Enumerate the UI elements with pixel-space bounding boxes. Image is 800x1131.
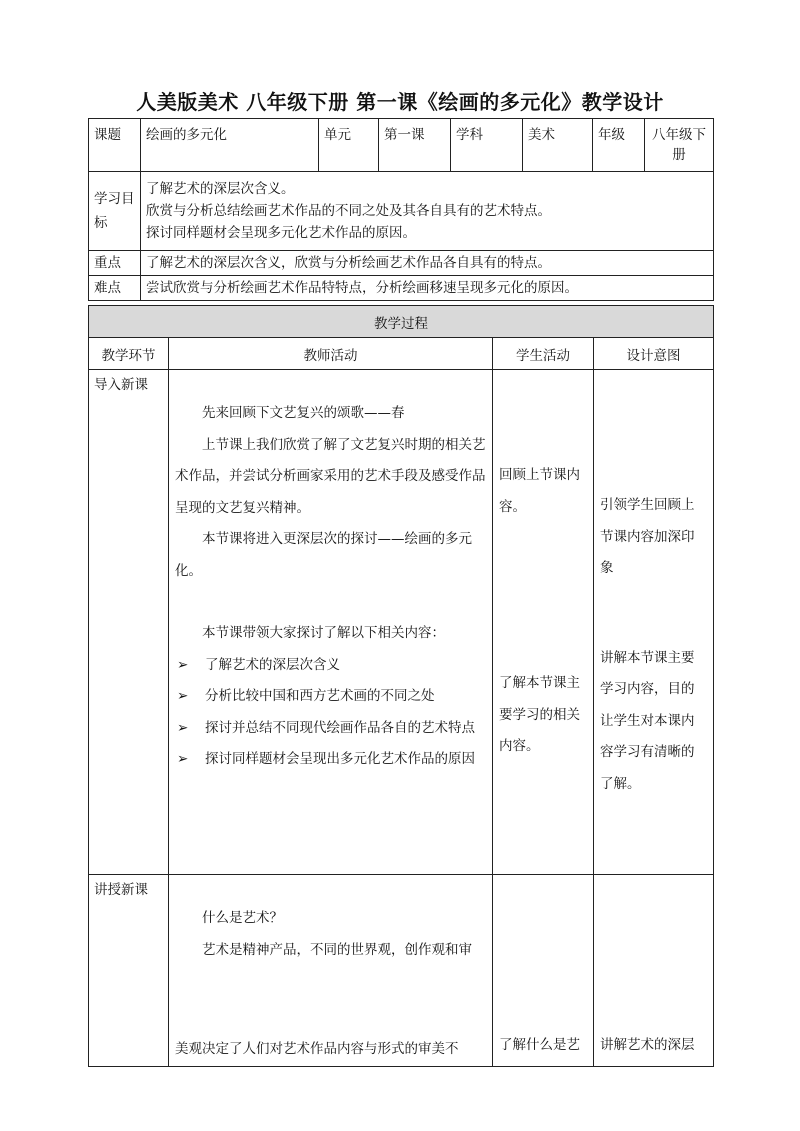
teach-paragraph: 艺术是精神产品，不同的世界观，创作观和审	[202, 941, 472, 958]
intro-intent	[594, 370, 714, 875]
goals-row	[89, 172, 714, 251]
arrow-bullet-icon: ➢	[177, 719, 189, 736]
student-activity-text: 了解本节课主要学习的相关内容。	[499, 675, 580, 754]
key-label: 重点	[89, 251, 141, 276]
teach-paragraph: 什么是艺术？	[202, 910, 283, 926]
grade-value: 八年级下册	[645, 119, 714, 172]
process-table	[88, 305, 714, 1067]
design-intent-text: 引领学生回顾上节课内容加深印象	[600, 497, 695, 576]
intro-student	[493, 370, 594, 875]
bullet-item	[175, 744, 486, 776]
header-stage: 教学环节	[89, 338, 169, 370]
bullet-item	[175, 713, 486, 745]
topic-label: 课题	[89, 119, 141, 172]
goal-item: 探讨同样题材会呈现多元化艺术作品的原因。	[146, 225, 416, 241]
teach-paragraph: 美观决定了人们对艺术作品内容与形式的审美不	[175, 1041, 459, 1057]
difficulty-text: 尝试欣赏与分析绘画艺术作品特特点，分析绘画移速呈现多元化的原因。	[141, 276, 714, 301]
lesson-info-table	[88, 118, 714, 301]
arrow-bullet-icon: ➢	[177, 688, 189, 704]
key-text: 了解艺术的深层次含义，欣赏与分析绘画艺术作品各自具有的特点。	[141, 251, 714, 276]
design-intent-text: 讲解艺术的深层	[600, 1037, 695, 1053]
topic-value: 绘画的多元化	[141, 119, 319, 172]
goal-item: 欣赏与分析总结绘画艺术作品的不同之处及其各自具有的艺术特点。	[146, 203, 551, 219]
unit-value: 第一课	[379, 119, 451, 172]
difficulty-label: 难点	[89, 276, 141, 301]
subject-value: 美术	[523, 119, 593, 172]
process-header-row	[89, 338, 714, 370]
process-band-row	[89, 306, 714, 338]
intro-paragraph: 本节课将进入更深层次的探讨——绘画的多元化。	[175, 531, 472, 579]
intro-paragraph: 本节课带领大家探讨了解以下相关内容：	[202, 625, 445, 641]
bullet-text: 探讨并总结不同现代绘画作品各自的艺术特点	[205, 719, 475, 736]
header-teacher: 教师活动	[169, 338, 493, 370]
grade-label: 年级	[593, 119, 645, 172]
design-intent-text: 讲解本节课主要学习内容，目的让学生对本课内容学习有清晰的了解。	[600, 649, 695, 792]
bullet-text: 探讨同样题材会呈现出多元化艺术作品的原因	[205, 751, 475, 767]
intro-paragraph: 先来回顾下文艺复兴的颂歌——春	[202, 405, 405, 421]
info-row	[89, 119, 714, 172]
header-student: 学生活动	[493, 338, 594, 370]
teach-stage: 讲授新课	[89, 875, 169, 1067]
arrow-bullet-icon: ➢	[177, 751, 189, 767]
intro-paragraph: 上节课上我们欣赏了解了文艺复兴时期的相关艺术作品，并尝试分析画家采用的艺术手段及感受作品呈现的文艺复兴精神。	[175, 436, 486, 516]
difficulty-row	[89, 276, 714, 301]
intro-teacher	[169, 370, 493, 875]
teach-row	[89, 875, 714, 1067]
unit-label: 单元	[319, 119, 379, 172]
teach-student	[493, 875, 594, 1067]
key-row	[89, 251, 714, 276]
document-title: 人美版美术 八年级下册 第一课《绘画的多元化》教学设计	[136, 90, 664, 114]
subject-label: 学科	[451, 119, 523, 172]
student-activity-text: 了解什么是艺	[499, 1037, 580, 1053]
teach-teacher	[169, 875, 493, 1067]
bullet-text: 分析比较中国和西方艺术画的不同之处	[205, 688, 435, 704]
goals-label: 学习目标	[89, 172, 141, 251]
goals-content	[141, 172, 714, 251]
process-band: 教学过程	[89, 306, 714, 338]
bullet-item	[175, 681, 486, 713]
intro-row	[89, 370, 714, 875]
goal-item: 了解艺术的深层次含义。	[146, 181, 295, 197]
bullet-item	[175, 650, 486, 682]
bullet-text: 了解艺术的深层次含义	[205, 656, 340, 673]
header-intent: 设计意图	[594, 338, 714, 370]
student-activity-text: 回顾上节课内容。	[499, 467, 580, 515]
teach-intent	[594, 875, 714, 1067]
intro-stage: 导入新课	[89, 370, 169, 875]
arrow-bullet-icon: ➢	[177, 656, 189, 673]
